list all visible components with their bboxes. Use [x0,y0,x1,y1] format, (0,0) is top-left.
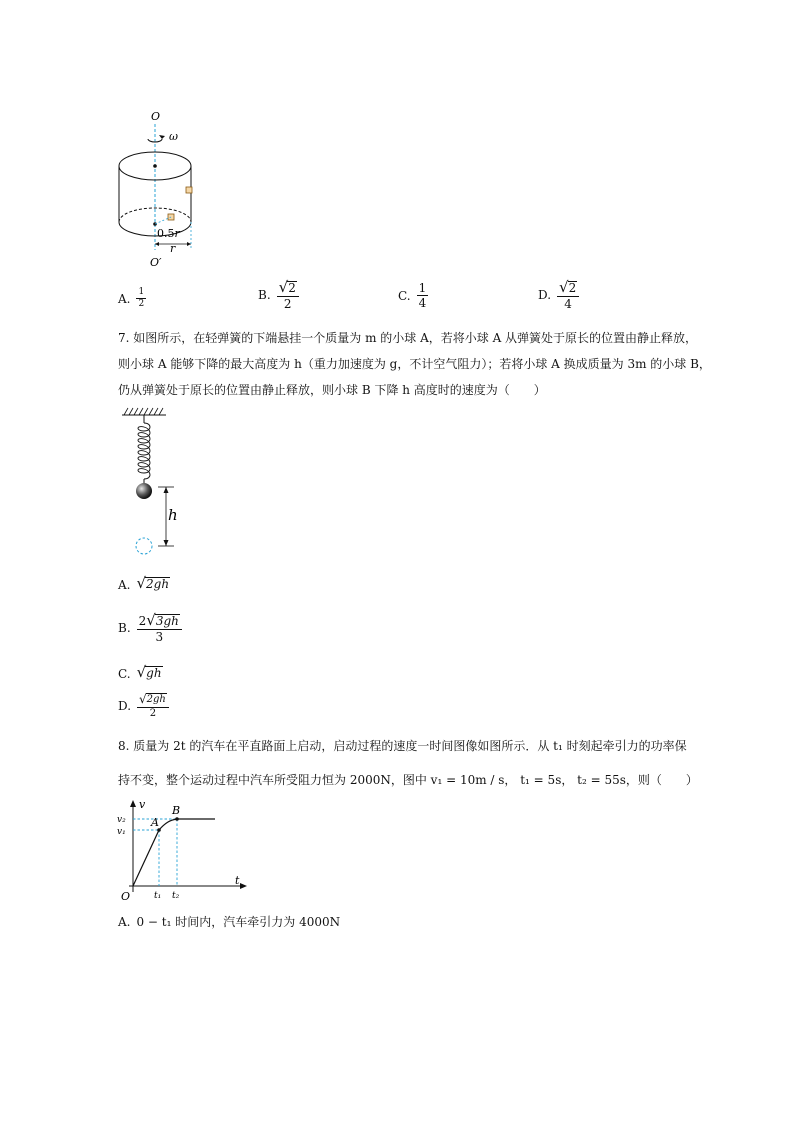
q6-option-c-label: C. [398,288,411,303]
point-a-label: A [151,816,159,829]
v2-label: v₂ [117,815,126,825]
q6-option-c-frac: $\frac{1}{4}$ [418,281,427,310]
half-r-var: r [174,227,180,240]
cylinder-figure [110,104,220,272]
t-axis-label: t [235,874,240,887]
t1-label: t₁ [154,891,162,901]
q7-option-d-label: D. [118,699,132,713]
svg-text:0.5r [157,227,181,240]
q7-option-d-frac: √ 2gh 2 [137,693,169,719]
q7-option-b-label: B. [118,621,131,635]
q7-stem-line-3: 仍从弹簧处于原长的位置由静止释放，则小球 B 下降 h 高度时的速度为（ ） [118,383,546,397]
q8-stem-line-2: 持不变，整个运动过程中汽车所受阻力恒为 2000N，图中 v₁ = 10m / s， t₁ = 5s， t₂ = 55s，则（ ） [118,773,698,787]
q6-option-d-label: D. [538,288,552,302]
spring [138,423,150,479]
half-r-number: 0.5 [157,227,175,240]
q7-option-a-label: A. [118,578,131,592]
q8-stem-line-1: 8. 质量为 2t 的汽车在平直路面上启动，启动过程的速度一时间图像如图所示．从 t₁ 时刻起牵引力的功率保 [118,739,687,753]
q6-option-d-frac: √ 2 4 [557,280,579,310]
spring-figure [118,405,198,560]
block-on-wall [186,187,192,193]
velocity-curve [133,819,215,886]
q8-option-a-text: 0 − t₁ 时间内，汽车牵引力为 4000N [136,915,341,929]
velocity-time-graph [115,796,255,904]
q7-option-b-frac: 2 √ 3gh 3 [137,613,182,643]
q6-option-a[interactable] [118,288,146,309]
q6-option-b[interactable] [258,280,299,310]
q6-option-b-label: B. [258,288,271,302]
q7-stem-line-1: 7. 如图所示，在轻弹簧的下端悬挂一个质量为 m 的小球 A，若将小球 A 从弹簧处于原长的位置由静止释放， [118,331,698,345]
radius-label: r [170,242,176,255]
point-b-label: B [172,804,181,817]
q8-option-a[interactable] [118,916,340,928]
height-label: h [168,506,178,524]
q7-stem-line-2: 则小球 A 能够下降的最大高度为 h（重力加速度为 g，不计空气阻力）；若将小球 A 换成质量为 3m 的小球 B， [118,357,711,371]
t2-label: t₂ [172,891,180,901]
axis-bottom-label: O′ [150,256,162,269]
v1-label: v₁ [117,827,126,837]
q7-option-c-label: C. [118,667,131,681]
q8-option-a-label: A. [118,915,131,929]
q7-option-a-expr: √ 2gh [136,574,170,592]
q7-option-c-expr: √ gh [136,663,162,681]
axis-top-label: O [151,110,161,123]
omega-label: ω [169,130,178,143]
origin-label: O [121,890,131,903]
q7-option-d[interactable] [118,693,169,719]
q6-option-d[interactable] [538,280,579,310]
q6-option-b-frac: √ 2 2 [277,280,299,310]
v-axis-label: v [139,798,146,811]
q7-option-b[interactable] [118,613,182,643]
q6-option-a-label: A. [118,291,131,306]
q7-option-c[interactable] [118,665,163,680]
ball [136,483,152,499]
q7-option-a[interactable] [118,576,170,591]
q6-option-c[interactable] [398,282,428,309]
q6-option-a-frac: $\frac{1}{2}$ [138,287,145,309]
ball-lowest-position [136,538,152,554]
